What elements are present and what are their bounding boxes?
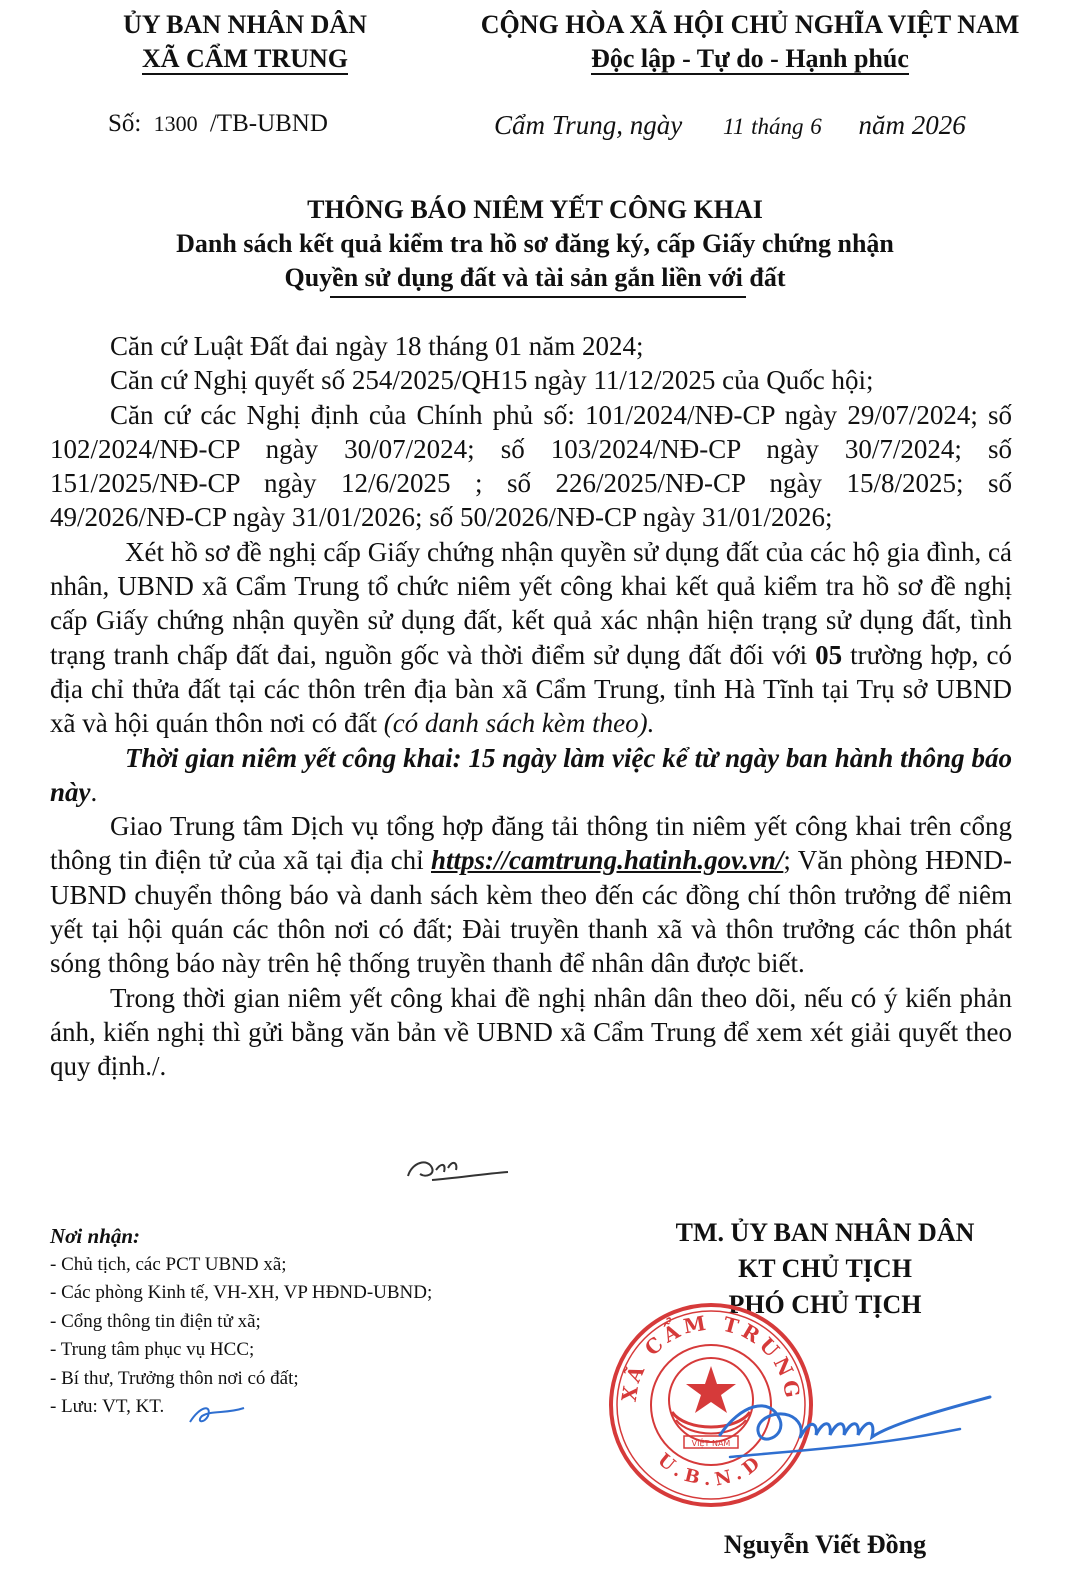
basis-decrees: Căn cứ các Nghị định của Chính phủ số: 101/2024/NĐ-CP ngày 29/07/2024; số 102/2024/NĐ-CP ngày 30/07/2024; số 103/2024/NĐ-CP ngày 30/7/2024; số 151/2025/NĐ-CP ngày 12/6/2025 ; số 226/2025/NĐ-CP ngày 15/8/2025; số 49/2026/NĐ-CP ngày 31/01/2026; số 50/2026/NĐ-CP ngày 31/01/2026;	[50, 399, 1012, 533]
issuer-header	[60, 8, 430, 76]
paragraph-feedback: Trong thời gian niêm yết công khai đề nghị nhân dân theo dõi, nếu có ý kiến phản ánh, kiến nghị thì gửi bằng văn bản về UBND xã Cẩm Trung để xem xét giải quyết theo quy định./.	[50, 982, 1012, 1082]
handwritten-signature-icon	[700, 1365, 1000, 1485]
seal-text-bottom: U.B.N.D	[653, 1449, 769, 1491]
recipient-item: - Các phòng Kinh tế, VH-XH, VP HĐND-UBND;	[50, 1282, 433, 1303]
seal-ribbon-text: VIỆT NAM	[691, 1439, 731, 1448]
title-line-1: THÔNG BÁO NIÊM YẾT CÔNG KHAI	[307, 195, 763, 224]
title-line-2: Danh sách kết quả kiểm tra hồ sơ đăng ký, cấp Giấy chứng nhận	[176, 229, 894, 258]
title-line-3: Quyền sử dụng đất và tài sản gắn liền với đất	[284, 263, 786, 292]
recipients-list	[50, 1222, 610, 1422]
paragraph-posting-period	[50, 741, 1012, 810]
title-underline	[330, 296, 746, 298]
paragraph-assignment	[50, 809, 1012, 980]
seal-text-top: XÃ CẨM TRUNG	[616, 1310, 806, 1404]
recipient-item: - Trung tâm phục vụ HCC;	[50, 1339, 255, 1360]
review-text-a: Xét hồ sơ đề nghị cấp Giấy chứng nhận quyền sử dụng đất của các hộ gia đình, cá nhân, UBND xã Cẩm Trung tổ chức niêm yết công khai kết quả kiểm tra hồ sơ đề nghị cấp Giấy chứng nhận quyền sử dụng đất, kết quả xác nhận hiện trạng sử dụng đất, tình trạng tranh chấp đất đai, nguồn gốc và thời điểm sử dụng đất đối với	[50, 536, 1012, 670]
date-month-label: tháng	[751, 114, 804, 139]
date-year: năm 2026	[858, 110, 966, 140]
posting-period-text: Thời gian niêm yết công khai: 15 ngày làm việc kể từ ngày ban hành thông báo này	[50, 742, 1012, 807]
signature-line-3: PHÓ CHỦ TỊCH	[728, 1290, 922, 1319]
issuer-line-1: ỦY BAN NHÂN DÂN	[123, 10, 367, 39]
recipient-item: - Bí thư, Trưởng thôn nơi có đất;	[50, 1367, 299, 1389]
review-text-b: trường hợp, có địa chỉ thửa đất tại các thôn trên địa bàn xã Cẩm Trung, tỉnh Hà Tĩnh tại Trụ sở UBND xã và hội quán thôn nơi có đất	[50, 639, 1012, 739]
recipient-item: - Cổng thông tin điện tử xã;	[50, 1310, 261, 1332]
document-body	[50, 329, 1012, 1084]
basis-land-law: Căn cứ Luật Đất đai ngày 18 tháng 01 năm 2024;	[110, 331, 644, 361]
assignment-text-a: Giao Trung tâm Dịch vụ tổng hợp đăng tải thông tin niêm yết công khai trên cổng thông tin điện tử của xã tại địa chỉ	[50, 811, 1012, 876]
website-link[interactable]: https://camtrung.hatinh.gov.vn/	[431, 845, 784, 876]
paragraph-review	[50, 535, 1012, 741]
basis-resolution: Căn cứ Nghị quyết số 254/2025/QH15 ngày 11/12/2025 của Quốc hội;	[110, 365, 874, 396]
doc-number-value: 1300	[153, 111, 198, 136]
date-month: 6	[810, 114, 822, 139]
document-title	[40, 193, 1030, 295]
national-title: CỘNG HÒA XÃ HỘI CHỦ NGHĨA VIỆT NAM	[480, 10, 1020, 39]
posting-period-end: .	[90, 776, 98, 807]
doc-number-prefix: Số:	[108, 110, 142, 137]
recipient-item: - Chủ tịch, các PCT UBND xã;	[50, 1253, 287, 1275]
document-number	[108, 110, 328, 138]
initials-mark-icon	[402, 1150, 512, 1185]
signature-line-2: KT CHỦ TỊCH	[738, 1254, 912, 1283]
date-day: 11	[723, 114, 745, 139]
review-text-c: (có danh sách kèm theo).	[383, 708, 655, 739]
issuer-line-2: XÃ CẨM TRUNG	[141, 44, 349, 73]
date-place: Cẩm Trung, ngày	[494, 110, 683, 140]
recipient-item: - Lưu: VT, KT.	[50, 1396, 165, 1417]
national-header	[470, 8, 1030, 76]
recipients-heading: Nơi nhận:	[50, 1224, 141, 1248]
national-motto: Độc lập - Tự do - Hạnh phúc	[591, 44, 909, 73]
signature-line-1: TM. ỦY BAN NHÂN DÂN	[675, 1218, 975, 1247]
signer-name: Nguyễn Viết Đồng	[723, 1530, 927, 1559]
assignment-text-b: ; Văn phòng HĐND-UBND chuyển thông báo và danh sách kèm theo đến các đồng chí thôn trưởng để niêm yết tại hội quán các thôn nơi có đất; Đài truyền thanh xã và thôn trưởng các thôn phát sóng thông báo này trên hệ thống truyền thanh để nhân dân được biết.	[50, 845, 1012, 979]
doc-number-suffix: /TB-UBND	[209, 110, 328, 137]
issue-date	[494, 110, 1024, 141]
case-count: 05	[815, 639, 843, 670]
